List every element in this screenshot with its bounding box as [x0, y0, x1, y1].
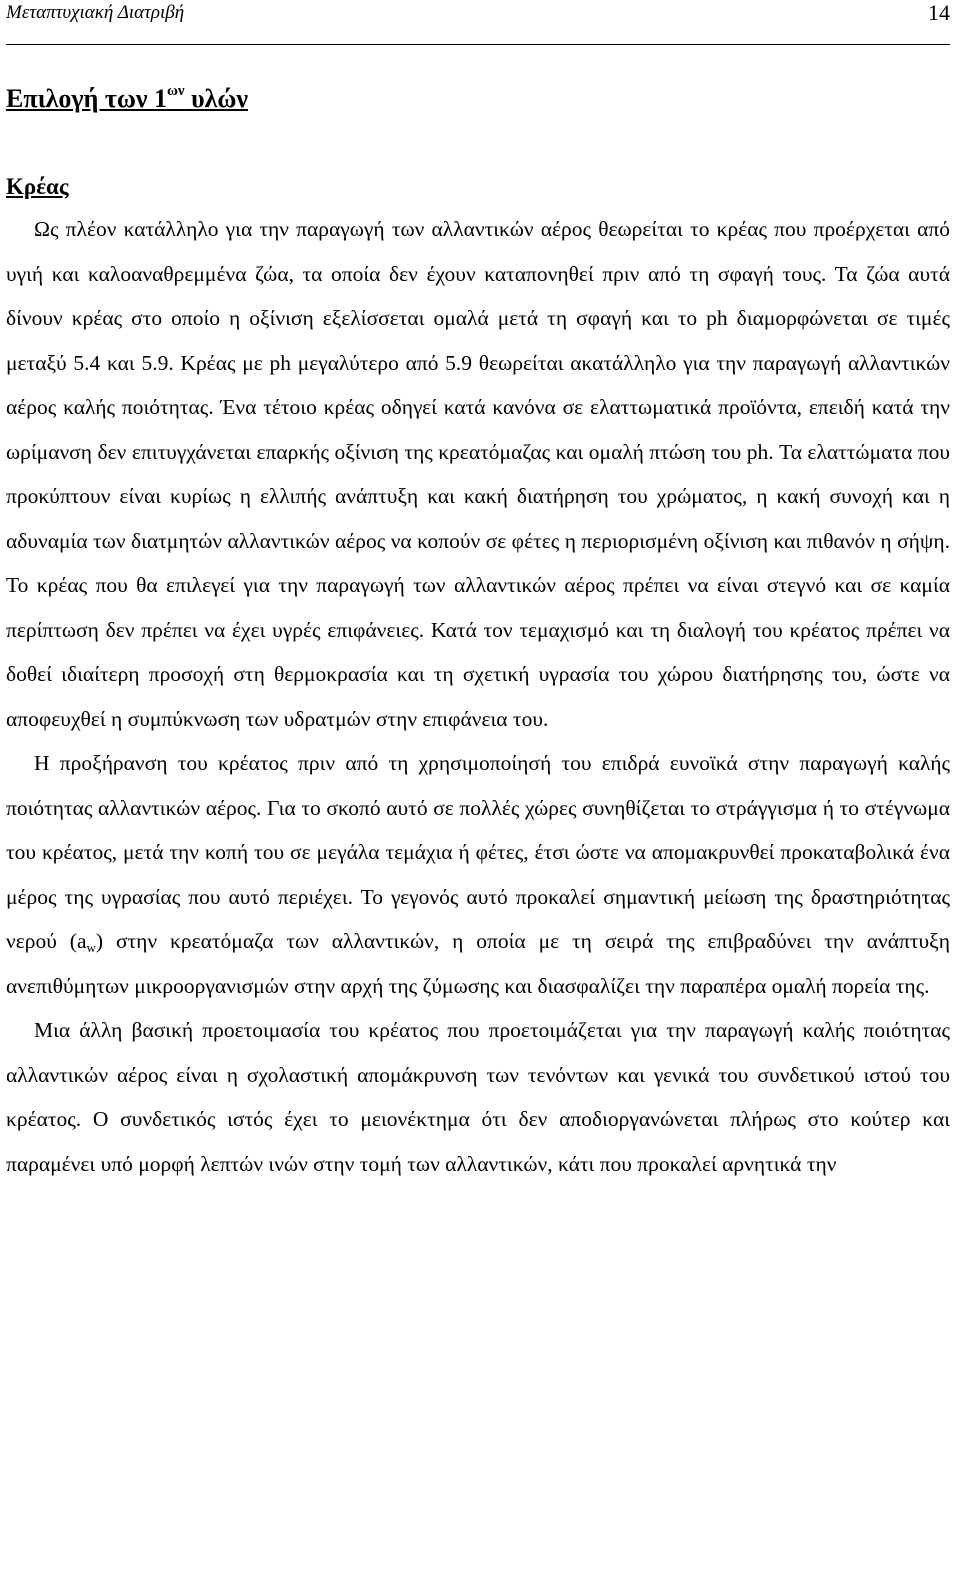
section-title	[6, 83, 950, 115]
running-title: Μεταπτυχιακή Διατριβή	[6, 2, 185, 23]
paragraph-3: Μια άλλη βασική προετοιμασία του κρέατος που προετοιμάζεται για την παραγωγή καλής ποιότητας αλλαντικών αέρος είναι η σχολαστική απομάκρυνση των τενόντων και γενικά του συνδετικού ιστού του κρέατος. Ο συνδετικός ιστός έχει το μειονέκτημα ότι δεν αποδιοργανώνεται πλήρως στο κούτερ και παραμένει υπό μορφή λεπτών ινών στην τομή των αλλαντικών, κάτι που προκαλεί αρνητικά την	[6, 1018, 950, 1176]
paragraph-2-text-before: Η προξήρανση του κρέατος πριν από τη χρησιμοποίησή του επιδρά ευνοϊκά στην παραγωγή καλής ποιότητας αλλαντικών αέρος. Για το σκοπό αυτό σε πολλές χώρες συνηθίζεται το στράγγισμα ή το στέγνωμα του κρέατος, μετά την κοπή του σε μεγάλα τεμάχια ή φέτες, έτσι ώστε να απομακρυνθεί προκαταβολικά ένα μέρος της υγρασίας που αυτό περιέχει. Το γεγονός αυτό προκαλεί σημαντική μείωση της δραστηριότητας νερού (a	[6, 751, 950, 953]
subsection-title: Κρέας	[6, 174, 69, 199]
section-title-superscript: ων	[166, 83, 185, 99]
section-title-suffix: υλών	[184, 84, 249, 113]
running-header	[6, 0, 950, 45]
document-page	[6, 0, 950, 1186]
water-activity-subscript: w	[86, 940, 96, 955]
page-number: 14	[928, 0, 950, 25]
paragraph-1: Ως πλέον κατάλληλο για την παραγωγή των αλλαντικών αέρος θεωρείται το κρέας που προέρχεται από υγιή και καλοαναθρεμμένα ζώα, τα οποία δεν έχουν καταπονηθεί πριν από τη σφαγή τους. Τα ζώα αυτά δίνουν κρέας στο οποίο η οξίνιση εξελίσσεται ομαλά μετά τη σφαγή και το ph διαμορφώνεται σε τιμές μεταξύ 5.4 και 5.9. Κρέας με ph μεγαλύτερο από 5.9 θεωρείται ακατάλληλο για την παραγωγή αλλαντικών αέρος καλής ποιότητας. Ένα τέτοιο κρέας οδηγεί κατά κανόνα σε ελαττωματικά προϊόντα, επειδή κατά την ωρίμανση δεν επιτυγχάνεται επαρκής οξίνιση της κρεατόμαζας και ομαλή πτώση του ph. Τα ελαττώματα που προκύπτουν είναι κυρίως η ελλιπής ανάπτυξη και κακή διατήρηση του χρώματος, η κακή συνοχή και η αδυναμία των διατμητών αλλαντικών αέρος να κοπούν σε φέτες η περιορισμένη οξίνιση και πιθανόν η σήψη. Το κρέας που θα επιλεγεί για την παραγωγή των αλλαντικών αέρος πρέπει να είναι στεγνό και σε καμία περίπτωση δεν πρέπει να έχει υγρές επιφάνειες. Κατά τον τεμαχισμό και τη διαλογή του κρέατος πρέπει να δοθεί ιδιαίτερη προσοχή στη θερμοκρασία και τη σχετική υγρασία του χώρου διατήρησης του, ώστε να αποφευχθεί η συμπύκνωση των υδρατμών στην επιφάνεια του.	[6, 217, 950, 731]
paragraph-2	[6, 741, 950, 1008]
section-title-prefix: Επιλογή των 1	[6, 84, 167, 113]
paragraph-2-text-after: ) στην κρεατόμαζα των αλλαντικών, η οποία με τη σειρά της επιβραδύνει την ανάπτυξη ανεπιθύμητων μικροοργανισμών στην αρχή της ζύμωσης και διασφαλίζει την παραπέρα ομαλή πορεία της.	[6, 929, 950, 998]
